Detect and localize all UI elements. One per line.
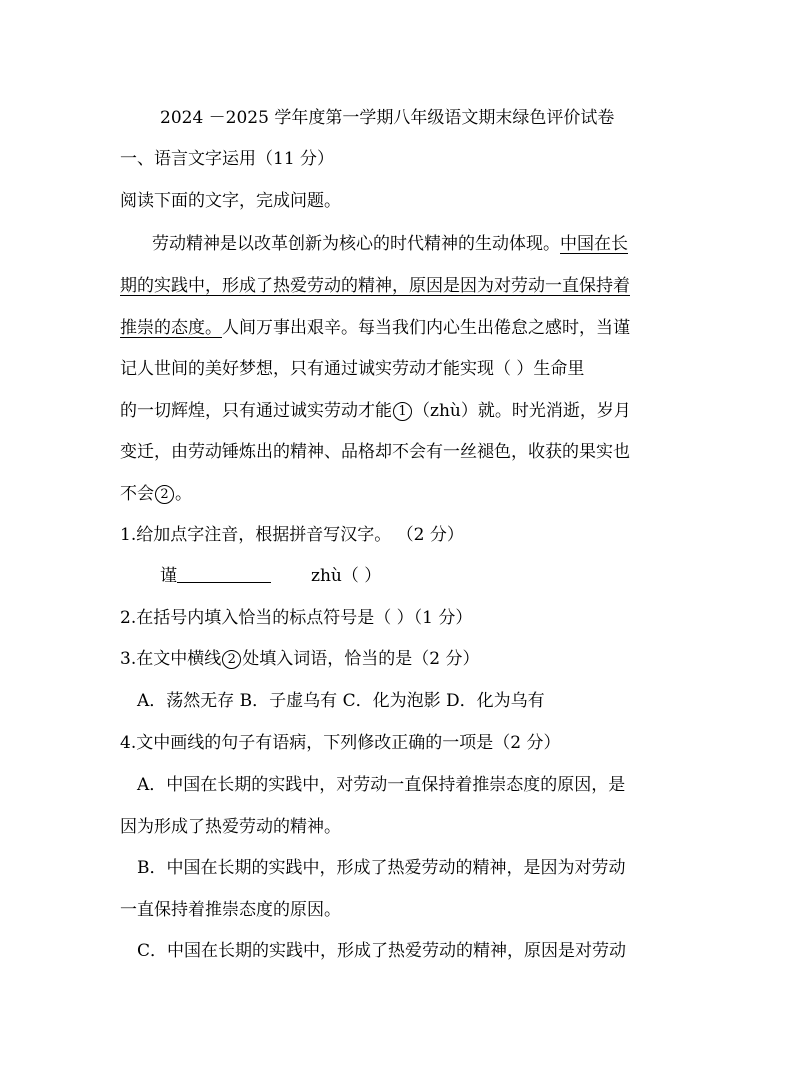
underlined-sentence: 推崇的态度。 [120, 318, 222, 338]
question-1-stem: 1.给加点字注音，根据拼音写汉字。 （2 分） [120, 525, 464, 545]
pinyin-item-char: 谨 [160, 566, 177, 586]
question-1-items [160, 565, 381, 587]
option-a-line-1: A．中国在长期的实践中，对劳动一直保持着推崇态度的原因，是 [137, 775, 626, 795]
passage-text: 人间万事出艰辛。每当我们内心生出倦怠之感时，当谨 [222, 318, 630, 338]
section-heading: 一、语言文字运用（11 分） [120, 149, 335, 169]
passage-line-6: 变迁，由劳动锤炼出的精神、品格却不会有一丝褪色，收获的果实也 [120, 442, 630, 462]
hanzi-item-pinyin: zhù（ ） [311, 566, 382, 586]
circled-number-2: 2 [155, 485, 174, 504]
passage-text: 的一切辉煌，只有通过诚实劳动才能 [120, 401, 392, 421]
passage-line-7 [120, 483, 192, 505]
question-4-stem: 4.文中画线的句子有语病，下列修改正确的一项是（2 分） [120, 733, 561, 753]
instruction-text: 阅读下面的文字，完成问题。 [120, 191, 341, 211]
passage-line-4: 记人世间的美好梦想，只有通过诚实劳动才能实现（ ）生命里 [120, 359, 585, 379]
option-b-line-2: 一直保持着推崇态度的原因。 [120, 900, 341, 920]
question-text: 处填入词语，恰当的是（2 分） [242, 649, 480, 669]
underlined-sentence: 中国在长 [560, 234, 628, 254]
question-3-stem [120, 648, 479, 670]
question-2: 2.在括号内填入恰当的标点符号是（ ）（1 分） [120, 608, 473, 628]
passage-text: 。 [175, 484, 192, 504]
question-text: 3.在文中横线 [120, 649, 222, 669]
circled-number-1: 1 [393, 402, 412, 421]
answer-blank[interactable] [177, 566, 271, 583]
passage-line-2: 期的实践中，形成了热爱劳动的精神，原因是因为对劳动一直保持着 [120, 276, 630, 296]
passage-text: 不会 [120, 484, 154, 504]
question-3-options: A．荡然无存 B．子虚乌有 C．化为泡影 D．化为乌有 [137, 691, 545, 711]
circled-number-2: 2 [222, 650, 241, 669]
option-b-line-1: B．中国在长期的实践中，形成了热爱劳动的精神，是因为对劳动 [137, 858, 626, 878]
option-a-line-2: 因为形成了热爱劳动的精神。 [120, 817, 341, 837]
passage-line-1 [152, 233, 628, 255]
passage-line-5 [120, 400, 631, 422]
option-c-line-1: C．中国在长期的实践中，形成了热爱劳动的精神，原因是对劳动 [137, 941, 627, 961]
passage-text: （zhù）就。时光消逝，岁月 [413, 401, 631, 421]
exam-title: 2024 －2025 学年度第一学期八年级语文期末绿色评价试卷 [160, 108, 615, 128]
passage-text: 劳动精神是以改革创新为核心的时代精神的生动体现。 [152, 234, 560, 254]
passage-line-3 [120, 317, 630, 339]
